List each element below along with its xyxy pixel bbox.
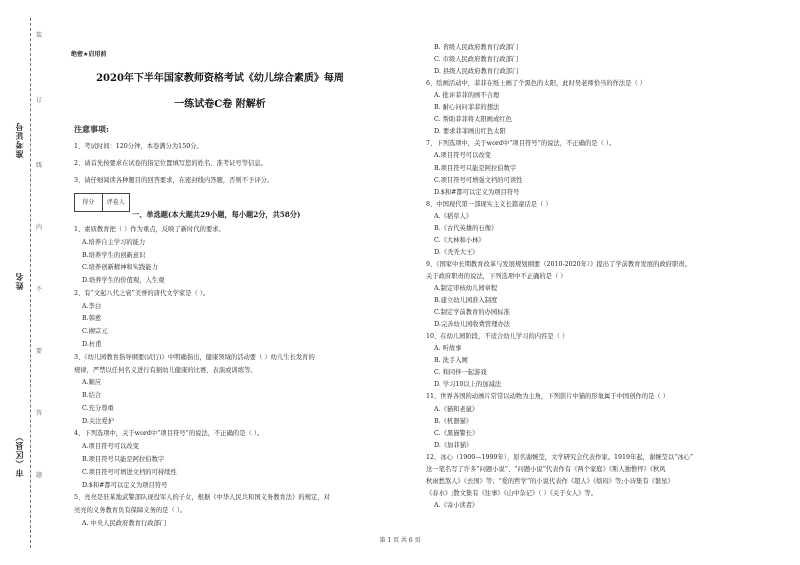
question-stem: 7、下列选项中，关于word中“项目符号”的说法，不正确的是（ ）。 [426, 140, 616, 148]
question-line: C. 市级人民政府教育行政部门 [434, 56, 519, 64]
binding-dashed-line [30, 18, 31, 548]
question-line: 秋雨愁煞人》《去国》等；“爱的哲学”的小说代表作《超人》《烦闷》等;小诗集有《繁星》 [426, 477, 674, 485]
question-line: C. 帮助菲菲将太阳画成红色 [434, 116, 512, 124]
question-stem: 12、冰心（1900—1999年），原名谢婉莹，文学研究会代表作家。1919年起，谢婉莹以“冰心” [426, 453, 694, 461]
question-line: A. 中央人民政府教育行政部门 [82, 519, 167, 527]
question-line: C.培养创新精神和实践能力 [82, 264, 158, 272]
question-line: D.杜甫 [82, 341, 102, 349]
question-line: D. 县级人民政府教育行政部门 [434, 68, 519, 76]
question-line: D. 学习10以上的加减法 [434, 381, 502, 389]
question-line: B.《古代英雄的石像》 [434, 224, 498, 232]
question-line: D. 要求菲菲画出红色太阳 [434, 128, 506, 136]
notice-item: 1、考试时间：120分钟，本卷满分为150分。 [74, 143, 203, 150]
question-line: B.《机器猫》 [434, 417, 473, 425]
question-line: D.$和#都可以定义为项目符号 [82, 481, 168, 489]
question-line: A.《猫和老鼠》 [434, 405, 479, 413]
page-subtitle: 一练试卷C卷 附解析 [174, 99, 266, 110]
district-label: 市（区县） [15, 432, 24, 477]
question-line: C.制定学前教育的办园标准 [434, 309, 510, 317]
question-line: D.$和#都可以定义为项目符号 [434, 188, 520, 196]
question-line: C.充分尊重 [82, 404, 114, 412]
question-line: D.关注爱护 [82, 417, 115, 425]
question-stem: 3、《幼儿园教育指导纲要(试行)》中明确指出，健康领域的活动要（ ）幼儿生长发育的 [74, 353, 315, 361]
question-line: A.《寄小读者》 [434, 501, 479, 509]
question-line: 规律，严禁以任何名义进行有损幼儿健康的比赛、表演或训练等。 [74, 366, 257, 374]
binding-mark: 题 [36, 472, 43, 479]
question-line: C.《大林和小林》 [434, 236, 485, 244]
question-line: A.培养自主学习的能力 [82, 238, 146, 246]
question-line: B. 耐心问问菲菲的想法 [434, 104, 500, 112]
question-line: C.项目符号可增进文档的可持续性 [82, 468, 177, 476]
question-line: C.项目符号可增强文档的可读性 [434, 176, 523, 184]
question-line: A.项目符号可以改变 [82, 443, 139, 451]
question-stem: 2、有“文起八代之衰”美誉的唐代文学家是（ ）。 [74, 289, 210, 297]
question-line: B.结合 [82, 392, 102, 400]
question-line: B.项目符号只能是阿拉伯数字 [434, 164, 517, 172]
notice-item: 3、请仔细阅读各种题目的回答要求，在密封线内答题，否则不予评分。 [74, 177, 274, 184]
question-line: A.《稻草人》 [434, 212, 473, 220]
question-stem: 11、世界各国的动画片常常以动物为主角，下列影片中猫的形象属于中国创作的是（ ） [426, 393, 669, 401]
score-label: 得分 [82, 199, 95, 206]
exam-number-label: 准考证号 [15, 122, 24, 158]
notice-item: 2、请首先按要求在试卷的指定位置填写您的姓名、准考证号等信息。 [74, 160, 267, 167]
question-line: 《春水》;散文集有《往事》《山中杂记》（ ）《关于女人》等。 [426, 489, 597, 497]
question-line: A.项目符号可以改变 [434, 152, 491, 160]
question-stem: 9、《国家中长期教育改革与发展规划纲要（2010-2020年）》提出了学前教育发展的政府职责。 [426, 260, 691, 268]
question-line: C. 和同伴一起游戏 [434, 369, 487, 377]
question-line: D.完善幼儿园收费管理办法 [434, 321, 511, 329]
notice-heading: 注意事项: [74, 124, 109, 134]
question-line: B.韩愈 [82, 315, 102, 323]
question-line: 关于政府职责的说法，下列选项中不正确的是（ ） [426, 272, 567, 280]
name-label: 姓名 [15, 272, 24, 290]
question-line: A. 批评菲菲的画不合理 [434, 92, 500, 100]
page-title: 2020年下半年国家教师资格考试《幼儿综合素质》每周 [96, 73, 344, 84]
confidential-seal: 绝密★启用前 [71, 51, 107, 58]
question-line: A.制定审核幼儿园章程 [434, 285, 498, 292]
question-line: C.《黑猫警长》 [434, 429, 479, 437]
binding-mark: 订 [36, 97, 43, 104]
question-stem: 10、在幼儿园阶段，不适合幼儿学习的内容是（ ） [426, 333, 569, 341]
question-stem: 5、亮亮是驻某地武警部队现役军人的子女，根据《中华人民共和国义务教育法》的规定，对 [74, 494, 330, 502]
question-line: B. 省级人民政府教育行政部门 [434, 44, 519, 51]
question-line: 这一笔名写了许多“问题小说”、“问题小说”代表作有《两个家庭》《斯人独憔悴》《秋风 [426, 465, 666, 473]
question-line: B. 洗手入厕 [434, 357, 468, 365]
question-stem: 6、绘画活动中，菲菲在纸上画了个黑色的太阳，此时吴老师恰当的作法是（ ） [426, 80, 647, 88]
binding-mark: 答 [36, 410, 43, 417]
question-stem: 8、中国现代第一部现实主义长篇童话是（ ） [426, 200, 552, 208]
question-line: A.顺应 [82, 379, 102, 387]
reviewer-label: 评卷人 [102, 194, 130, 211]
binding-mark: 内 [36, 224, 43, 231]
question-line: D.培养学生的价值观，人生观 [82, 277, 165, 285]
question-line: A. 听故事 [434, 345, 462, 353]
question-line: D.《秃秃大王》 [434, 248, 479, 256]
page-footer: 第 1 页 共 6 页 [379, 537, 421, 544]
binding-mark: 要 [36, 348, 43, 355]
question-line: D.《加菲猫》 [434, 441, 473, 449]
question-stem: 4、下列选项中，关于word中“项目符号”的说法，不正确的是（ ）。 [74, 430, 264, 438]
question-line: B.项目符号只能是阿拉伯数字 [82, 456, 165, 464]
binding-mark: 装 [36, 32, 43, 39]
binding-mark: 线 [36, 162, 43, 169]
section-heading: 一、单选题(本大题共29小题，每小题2分，共58分) [132, 210, 301, 219]
question-line: B.建立幼儿园准入制度 [434, 297, 498, 305]
score-box [74, 193, 130, 212]
question-line: B.培养学生的创新意识 [82, 251, 146, 259]
question-line: C.柳宗元 [82, 328, 108, 336]
binding-mark: 不 [36, 286, 43, 293]
question-stem: 1、素质教育把（ ）作为重点，反映了新时代的要求。 [74, 226, 225, 233]
question-line: 亮亮的义务教育负有保障义务的是（ ）。 [74, 507, 187, 515]
question-line: A.李白 [82, 302, 102, 310]
